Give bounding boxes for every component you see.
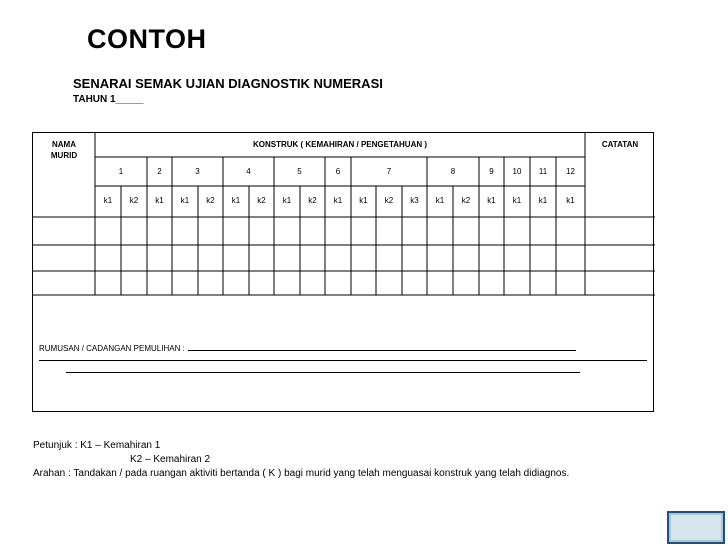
instruction-text: Arahan : Tandakan / pada ruangan aktiviti bertanda ( K ) bagi murid yang telah menguasai konstruk yang telah didiagnos. bbox=[33, 468, 570, 479]
construct-number: 5 bbox=[297, 167, 302, 176]
legend-k1: Petunjuk : K1 – Kemahiran 1 bbox=[33, 440, 161, 451]
remarks-input-line-3[interactable] bbox=[66, 372, 580, 373]
skill-code: k1 bbox=[566, 196, 575, 205]
skill-code: k2 bbox=[461, 196, 471, 205]
skill-code: k1 bbox=[103, 196, 113, 205]
form-subtitle: SENARAI SEMAK UJIAN DIAGNOSTIK NUMERASI bbox=[73, 76, 383, 91]
instructions bbox=[33, 439, 569, 481]
construct-number: 2 bbox=[157, 167, 162, 176]
construct-number: 1 bbox=[118, 167, 124, 176]
construct-number: 9 bbox=[489, 167, 494, 176]
navigation-button[interactable] bbox=[667, 511, 725, 544]
construct-header: KONSTRUK ( KEMAHIRAN / PENGETAHUAN ) bbox=[252, 140, 428, 149]
checklist-table bbox=[32, 132, 654, 412]
skill-code: k1 bbox=[435, 196, 445, 205]
skill-code: k1 bbox=[155, 196, 164, 205]
construct-number: 4 bbox=[246, 167, 251, 176]
skill-code: k1 bbox=[282, 196, 292, 205]
construct-number: 12 bbox=[566, 167, 575, 176]
skill-code: k2 bbox=[308, 196, 317, 205]
construct-number: 10 bbox=[512, 167, 522, 176]
remarks-label: RUMUSAN / CADANGAN PEMULIHAN : bbox=[39, 344, 185, 353]
legend-k2: K2 – Kemahiran 2 bbox=[130, 454, 211, 465]
skill-code: k1 bbox=[538, 196, 548, 205]
skill-code: k1 bbox=[180, 196, 190, 205]
skill-code: k2 bbox=[206, 196, 215, 205]
skill-code: k1 bbox=[512, 196, 522, 205]
construct-number: 7 bbox=[386, 167, 392, 176]
skill-code: k2 bbox=[129, 196, 139, 205]
skill-code: k3 bbox=[410, 196, 419, 205]
skill-code: k2 bbox=[384, 196, 394, 205]
skill-code: k1 bbox=[487, 196, 496, 205]
page-title: CONTOH bbox=[87, 24, 207, 54]
construct-number: 11 bbox=[538, 167, 548, 176]
skill-code: k1 bbox=[359, 196, 368, 205]
remarks-input-line-2[interactable] bbox=[39, 360, 647, 361]
notes-header: CATATAN bbox=[601, 140, 639, 149]
construct-number: 6 bbox=[335, 167, 341, 176]
name-header-line1: NAMA bbox=[52, 140, 76, 149]
construct-number: 8 bbox=[450, 167, 456, 176]
name-header-line2: MURID bbox=[50, 151, 78, 160]
remarks-input-line-1[interactable] bbox=[188, 343, 576, 351]
construct-number: 3 bbox=[195, 167, 200, 176]
skill-code: k1 bbox=[231, 196, 241, 205]
skill-code: k1 bbox=[333, 196, 343, 205]
year-field: TAHUN 1_____ bbox=[73, 94, 144, 105]
skill-code: k2 bbox=[257, 196, 266, 205]
